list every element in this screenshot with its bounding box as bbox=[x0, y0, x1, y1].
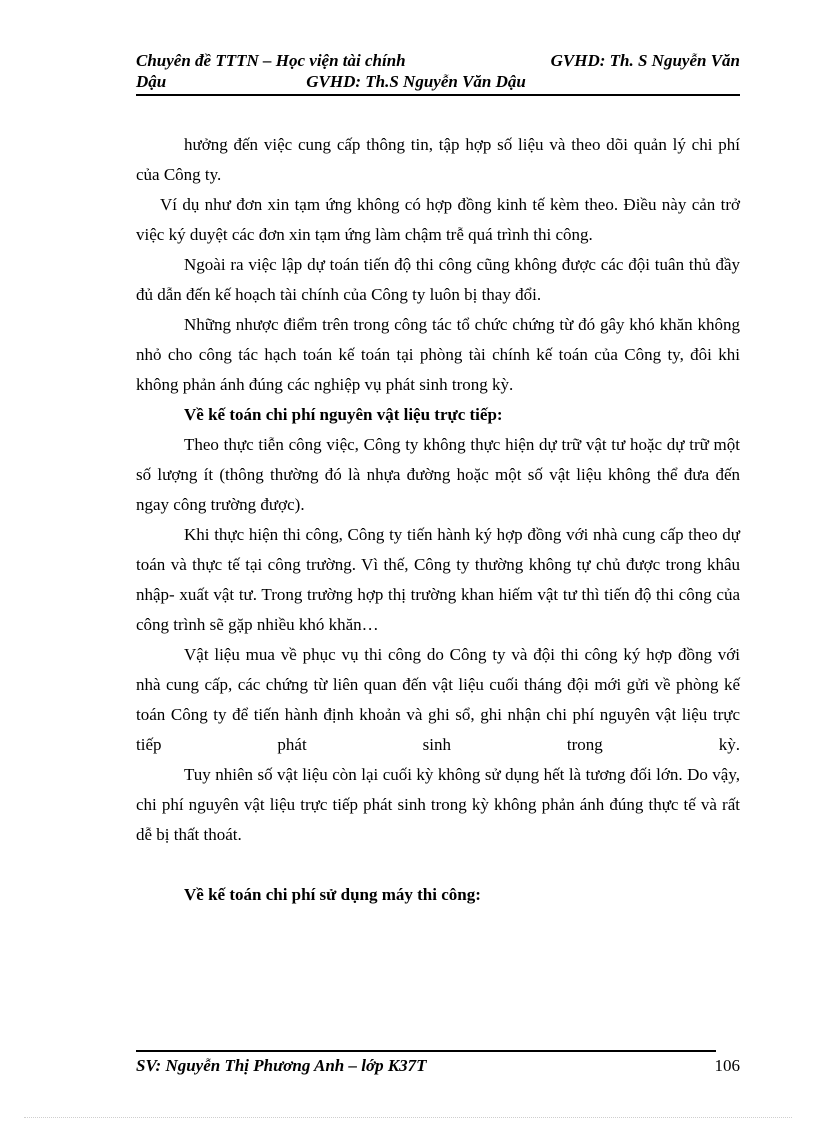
paragraph: Những nhược điểm trên trong công tác tổ chức chứng từ đó gây khó khăn không nhỏ cho công tác hạch toán kế toán tại phòng tài chính kế toán của Công ty, đôi khi không phản ánh đúng các nghiệp vụ phát sinh trong kỳ. bbox=[136, 315, 740, 394]
header-advisor-repeat: GVHD: Th.S Nguyễn Văn Dậu bbox=[306, 72, 526, 91]
header-line-2 bbox=[136, 71, 740, 92]
paragraph: Tuy nhiên số vật liệu còn lại cuối kỳ không sử dụng hết là tương đối lớn. Do vậy, chi phí nguyên vật liệu trực tiếp phát sinh trong kỳ không phản ánh đúng thực tế và rất dễ bị thất thoát. bbox=[136, 765, 740, 844]
footer-student-info: SV: Nguyễn Thị Phương Anh – lớp K37T bbox=[136, 1056, 427, 1075]
paragraph: hưởng đến việc cung cấp thông tin, tập hợp số liệu và theo dõi quản lý chi phí của Công ty. bbox=[136, 135, 740, 184]
header-divider bbox=[136, 94, 740, 96]
page-bottom-border bbox=[24, 1117, 792, 1118]
page-number: 106 bbox=[714, 1056, 740, 1075]
header-advisor: GVHD: Th. S Nguyễn Văn bbox=[550, 51, 740, 70]
section-heading: Về kế toán chi phí nguyên vật liệu trực tiếp: bbox=[184, 405, 503, 424]
header-advisor-continued: Dậu bbox=[136, 72, 167, 91]
header-course-title: Chuyên đề TTTN – Học viện tài chính bbox=[136, 51, 406, 70]
page-body bbox=[136, 130, 740, 910]
footer-divider bbox=[136, 1050, 716, 1052]
paragraph: Khi thực hiện thi công, Công ty tiến hành ký hợp đồng với nhà cung cấp theo dự toán và thực tế tại công trường. Vì thế, Công ty thường không tự chủ được trong khâu nhập- xuất vật tư. Trong trường hợp thị trường khan hiếm vật tư thì tiến độ thi công của công trình sẽ gặp nhiều khó khăn… bbox=[136, 525, 740, 634]
page-header bbox=[136, 50, 740, 92]
page-footer bbox=[136, 1055, 740, 1077]
section-heading: Về kế toán chi phí sử dụng máy thi công: bbox=[184, 885, 481, 904]
paragraph: Ngoài ra việc lập dự toán tiến độ thi công cũng không được các đội tuân thủ đầy đủ dẫn đến kế hoạch tài chính của Công ty luôn bị thay đổi. bbox=[136, 255, 740, 304]
paragraph: Ví dụ như đơn xin tạm ứng không có hợp đồng kinh tế kèm theo. Điều này cản trở việc ký duyệt các đơn xin tạm ứng làm chậm trễ quá trình thi công. bbox=[136, 195, 740, 244]
paragraph: Vật liệu mua về phục vụ thi công do Công ty và đội thi công ký hợp đồng với nhà cung cấp, các chứng từ liên quan đến vật liệu cuối tháng đội mới gửi về phòng kế toán Công ty để tiến hành định khoản và ghi sổ, ghi nhận chi phí nguyên vật liệu trực tiếp phát sinh trong kỳ. bbox=[136, 645, 740, 754]
header-line-1 bbox=[136, 50, 740, 71]
paragraph: Theo thực tiễn công việc, Công ty không thực hiện dự trữ vật tư hoặc dự trữ một số lượng ít (thông thường đó là nhựa đường hoặc một số vật liệu không thể đưa đến ngay công trường được). bbox=[136, 435, 740, 514]
blank-line bbox=[136, 850, 740, 880]
